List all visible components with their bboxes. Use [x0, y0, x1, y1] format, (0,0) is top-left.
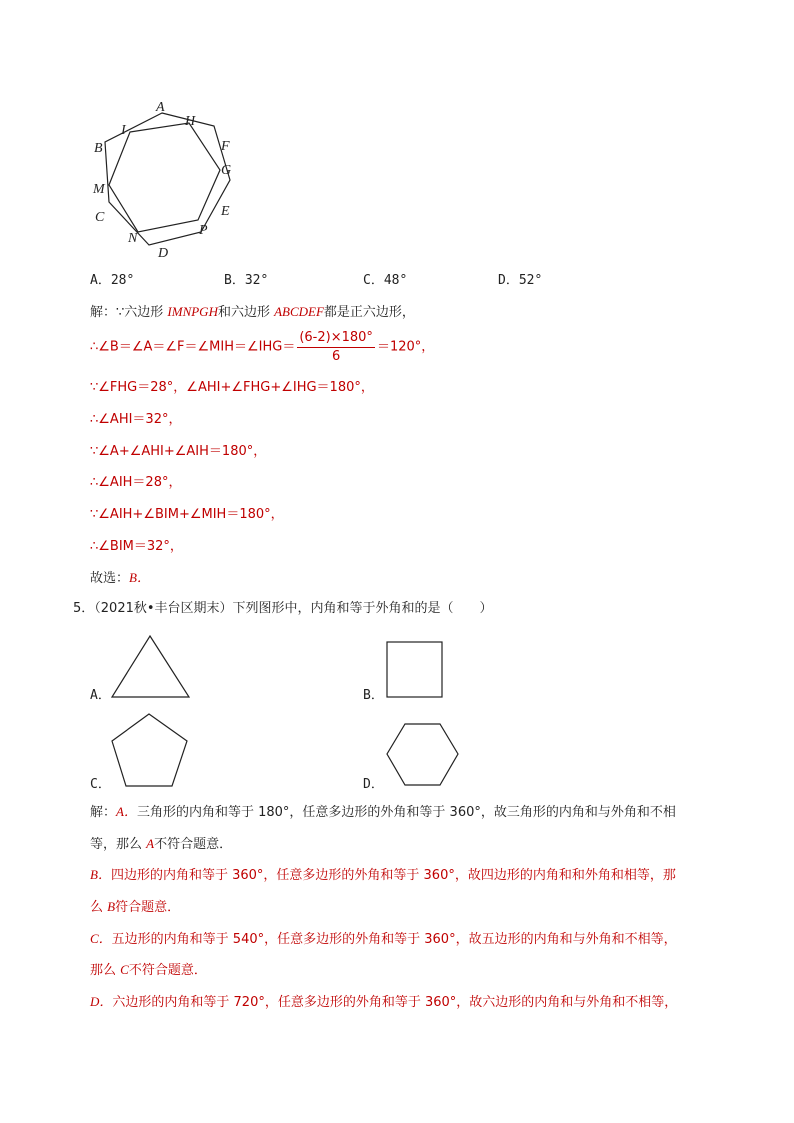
option-letter-d: D．	[90, 994, 113, 1009]
hexagon-shape	[385, 722, 461, 788]
q4-option-d: D．52°	[498, 273, 543, 288]
equation-result: ＝120°，	[376, 339, 435, 355]
q4-solution-line-4: ∴∠AHI＝32°，	[90, 412, 182, 427]
answer-prefix: 故选：	[90, 571, 130, 586]
solution-prefix: 那么	[90, 963, 121, 978]
solution-prefix: 解：	[90, 805, 117, 820]
q4-option-c: C．48°	[363, 273, 408, 288]
q5-option-d-label: D．	[363, 777, 384, 792]
solution-text: 四边形的内角和等于 360°，任意多边形的外角和等于 360°，故四边形的内角和和外角和相等，那	[110, 868, 676, 883]
option-letter-a: A	[146, 836, 155, 851]
label-m: M	[93, 182, 105, 197]
solution-prefix: 解：∵六边形	[90, 305, 168, 320]
label-d: D	[158, 246, 169, 261]
label-n: N	[128, 231, 138, 246]
solution-text: 六边形的内角和等于 720°，任意多边形的外角和等于 360°，故六边形的内角和与外角和不相等，	[112, 995, 678, 1010]
q4-option-a: A．28°	[90, 273, 135, 288]
solution-text: 不符合题意．	[128, 963, 207, 978]
q5-solution-a-line-1	[90, 804, 676, 821]
solution-text: 三角形的内角和等于 180°，任意多边形的外角和等于 360°，故三角形的内角和与外角和不相	[136, 805, 676, 820]
option-letter-b: B	[107, 899, 116, 914]
option-letter-c: C	[120, 962, 129, 977]
square-shape	[385, 640, 445, 700]
q5-solution-b-line-1	[90, 867, 676, 884]
q5-solution-a-line-2	[90, 836, 232, 853]
solution-prefix: 等，那么	[90, 837, 147, 852]
q5-solution-d-line-1	[90, 994, 677, 1011]
label-h: H	[185, 114, 196, 129]
pentagon-shape	[109, 712, 191, 790]
q5-question: 5．（2021秋•丰台区期末）下列图形中，内角和等于外角和的是（ ）	[73, 601, 493, 616]
poly-abcdef: ABCDEF	[274, 304, 324, 319]
solution-text: 不符合题意．	[154, 837, 233, 852]
label-a: A	[156, 100, 165, 115]
label-f: F	[221, 139, 230, 154]
angle-equation: ∴∠B＝∠A＝∠F＝∠MIH＝∠IHG＝	[90, 339, 296, 355]
q4-solution-line-5: ∵∠A+∠AHI+∠AIH＝180°，	[90, 444, 267, 459]
inner-hexagon-imnpgh	[109, 123, 220, 232]
answer-letter: B．	[129, 570, 150, 585]
q5-option-a-label: A．	[90, 688, 111, 703]
solution-prefix: 么	[90, 900, 108, 915]
q4-solution-line-2	[90, 330, 434, 365]
solution-mid: 和六边形	[217, 305, 275, 320]
q4-solution-line-7: ∵∠AIH+∠BIM+∠MIH＝180°，	[90, 507, 284, 522]
hexagon-figure	[85, 95, 255, 265]
fraction-denominator: 6	[332, 349, 341, 364]
q4-solution-line-8: ∴∠BIM＝32°，	[90, 539, 183, 554]
fraction	[297, 330, 375, 365]
label-c: C	[95, 210, 105, 225]
fraction-numerator: (6-2)×180°	[297, 330, 375, 348]
label-p: P	[199, 223, 208, 238]
label-e: E	[221, 204, 230, 219]
q4-solution-line-3: ∵∠FHG＝28°，∠AHI+∠FHG+∠IHG＝180°，	[90, 380, 374, 395]
q4-solution-line-6: ∴∠AIH＝28°，	[90, 475, 182, 490]
solution-text: 符合题意．	[115, 900, 181, 915]
solution-end: 都是正六边形，	[323, 305, 415, 320]
q5-solution-b-line-2	[90, 899, 180, 916]
label-g: G	[221, 163, 232, 178]
option-letter-a: A．	[116, 804, 137, 819]
q4-solution-line-1	[90, 304, 415, 321]
poly-imnpgh: IMNPGH	[167, 304, 218, 319]
q4-option-b: B．32°	[224, 273, 269, 288]
q5-option-c-label: C．	[90, 777, 111, 792]
label-b: B	[94, 141, 103, 156]
q5-solution-c-line-2	[90, 962, 207, 979]
label-i: I	[121, 123, 126, 138]
q4-solution-line-9	[90, 570, 150, 587]
option-letter-b: B．	[90, 867, 111, 882]
q5-option-b-label: B．	[363, 688, 384, 703]
solution-text: 五边形的内角和等于 540°，任意多边形的外角和等于 360°，故五边形的内角和与外角和不相等，	[111, 932, 677, 947]
triangle-shape	[110, 634, 192, 700]
q5-solution-c-line-1	[90, 931, 677, 948]
option-letter-c: C．	[90, 931, 112, 946]
